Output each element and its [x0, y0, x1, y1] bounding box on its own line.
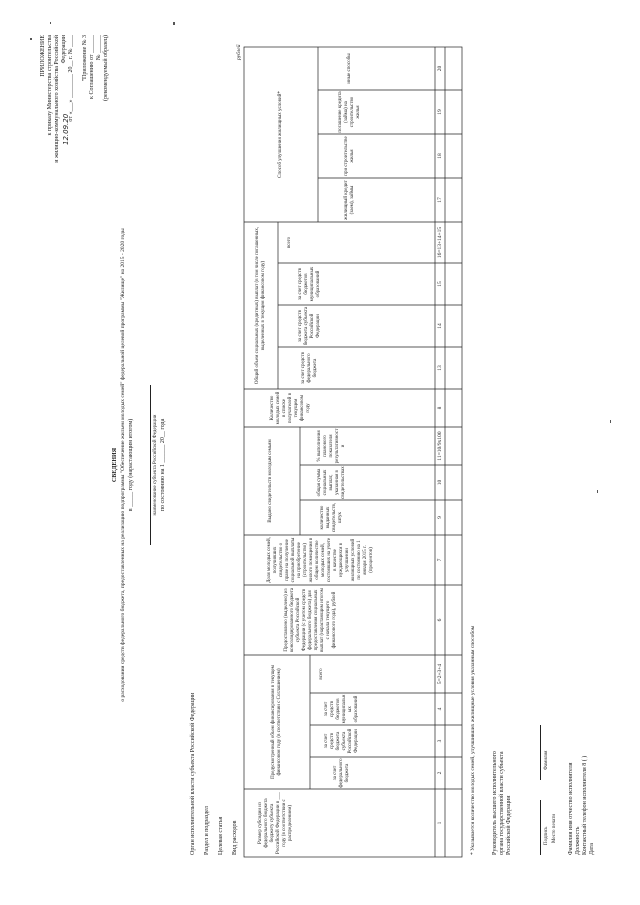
phone-label: Контактный телефон исполнителя 8 ( ): [582, 755, 588, 855]
header-cert-percent: % выполнения планового показателя результативности: [317, 428, 346, 464]
header-regional: за счет средств бюджета субъекта Российской Федерации: [324, 728, 359, 754]
appendix-line: "Приложение № 3: [82, 35, 88, 82]
signature-head-line: Руководитель высшего исполнительного: [492, 751, 498, 855]
header-pay-regional: за счет средств бюджета субъекта Российской Федерации: [298, 306, 321, 346]
appendix-line: от «___» ________ 20__ г. № ____: [68, 35, 74, 122]
header-method-repay: погашение кредита (займа) на строительство жилья: [338, 91, 361, 133]
colnum-cell: 17: [437, 197, 443, 203]
appendix-line: (рекомендуемый образец): [103, 35, 109, 101]
colnum-cell: 6: [437, 618, 443, 622]
header-total-payments: Общий объем социальных (кредитных) выплат (в том числе погашенных, выделенных в текущем финансовом году): [255, 226, 266, 385]
colnum-cell: 2: [437, 771, 443, 775]
header-planned-financing: Предусмотренный объем финансирования в текущем финансовом году (в соответствии с Соглашением): [271, 665, 282, 779]
colnum-cell: 20: [437, 65, 443, 72]
colnum-cell: 15: [437, 281, 443, 287]
handwritten-date: 12.09.20: [62, 113, 70, 145]
scan-speck: [173, 22, 175, 25]
colnum-cell: 10: [437, 479, 443, 486]
footnote: * Указывается количество молодых семей, улучшивших жилищные условия указанным способом: [470, 625, 476, 855]
expense-type-label: Вид расходов: [232, 820, 238, 855]
signature-head-line: Российской Федерации: [506, 795, 512, 855]
colnum-cell: 4: [437, 707, 443, 711]
executor-label: Фамилия имя отчество исполнителя: [568, 762, 574, 855]
header-pay-federal: за счет средств федерального бюджета: [301, 352, 318, 384]
colnum-cell: 3: [437, 739, 443, 743]
document-heading: СВЕДЕНИЯ: [112, 447, 118, 483]
position-label: Должность: [575, 826, 581, 855]
colnum-cell: 16=13+14+15: [437, 226, 443, 259]
colnum-cell: 5=2+3+4: [437, 663, 443, 685]
signature-underline: [540, 800, 541, 855]
colnum-cell: 7: [437, 558, 443, 562]
colnum-cell: 9: [437, 516, 443, 519]
scan-speck: [30, 38, 32, 40]
surname-caption: Фамилия: [544, 750, 549, 770]
budget-section-label: Раздел и подраздел: [204, 806, 210, 855]
colnum-cell: 11=10/9х100: [437, 431, 443, 461]
report-date-line: по состоянию на 1 ______ 20__ года: [160, 418, 166, 512]
appendix-line: к приказу Министерства строительства: [47, 35, 53, 136]
header-share-families: Доля молодых семей, получивших свидетельство о праве на получение социальной выплаты на приобретение (строительство) жилого помещения в общем количестве молодых семей, состоявших на учете в качестве нуждающихся в улучшении жилищных условий по состоянию на 1 января 2015 г. (процентов): [267, 537, 374, 583]
header-cert-count: количество выданных свидетельств, штук: [320, 502, 343, 533]
header-certificates-issued: Выдано свидетельств молодым семьям: [268, 439, 273, 523]
header-subsidy-size: Размер субсидии из федерального бюджета бюджету субъекта Российской Федерации в ___ году (в соответствии с распределением): [258, 792, 293, 854]
seal-caption: Место печати: [552, 813, 557, 843]
target-item-label: Целевая статья: [218, 816, 224, 855]
date-label: Дата: [589, 843, 595, 855]
colnum-cell: 19: [437, 109, 443, 115]
appendix-line: Федерации: [61, 35, 67, 64]
colnum-cell: 8: [437, 406, 443, 410]
colnum-cell: 13: [437, 365, 443, 371]
colnum-cell: 14: [437, 323, 443, 329]
colnum-cell: 18: [437, 153, 443, 159]
header-cert-sum: общая сумма социальных выплат, указанная в свидетельствах: [317, 466, 346, 499]
document-year-line: в _____ году (нарастающим итогом): [128, 418, 134, 512]
scan-speck: [50, 22, 51, 24]
header-method-other: иные способы: [347, 53, 352, 84]
scan-speck: [610, 420, 611, 423]
header-federal: за счет федерального бюджета: [333, 758, 350, 788]
header-total: всего: [319, 668, 324, 680]
appendix-line: к Соглашению от ______: [89, 35, 95, 99]
appendix-line: № ______: [96, 35, 102, 61]
header-method-credit: жилищный кредит (заем), займы: [344, 180, 355, 220]
header-pay-municipal: за счет средств бюджетов муниципальных образований: [298, 266, 321, 302]
surname-underline: [540, 725, 541, 780]
appendix-line: и жилищно-коммунального хозяйства Российской: [54, 35, 60, 163]
signature-caption: Подпись: [544, 826, 549, 845]
colnum-cell: 1: [437, 821, 443, 825]
units-label: рублей: [236, 44, 242, 60]
signature-head-line: органа государственной власти субъекта: [499, 751, 505, 855]
scan-speck: [597, 490, 598, 493]
header-allocated: Предоставлено (выделено) из консолидированного бюджета субъекта Российской Федерации (с учетом средств федерального бюджета) для предоставления социальных выплат (нарастающим итогом с начала текущего финансового года), рублей: [284, 587, 337, 653]
header-families-list: Количество молодых семей в списке получателей в текущем финансовом году: [270, 391, 311, 425]
header-improvement-method: Способ улучшения жилищных условий*: [278, 91, 283, 178]
appendix-label: ПРИЛОЖЕНИЕ: [40, 35, 46, 77]
header-municipal: за счет средств бюджетов муниципальных образований: [324, 694, 359, 724]
region-caption: наименование субъекта Российской Федерации: [153, 414, 158, 516]
header-pay-total: всего: [287, 236, 292, 249]
authority-label: Орган исполнительной власти субъекта Российской Федерации: [190, 692, 196, 855]
document-subtitle: о расходовании средств федерального бюджета, предоставленных на реализацию подпрограммы "Обеспечение жильем молодых семей" федеральной целевой программы "Жилище" на 2015 - 2020 годы: [120, 228, 126, 702]
header-method-build: при строительстве жилья: [344, 136, 355, 176]
